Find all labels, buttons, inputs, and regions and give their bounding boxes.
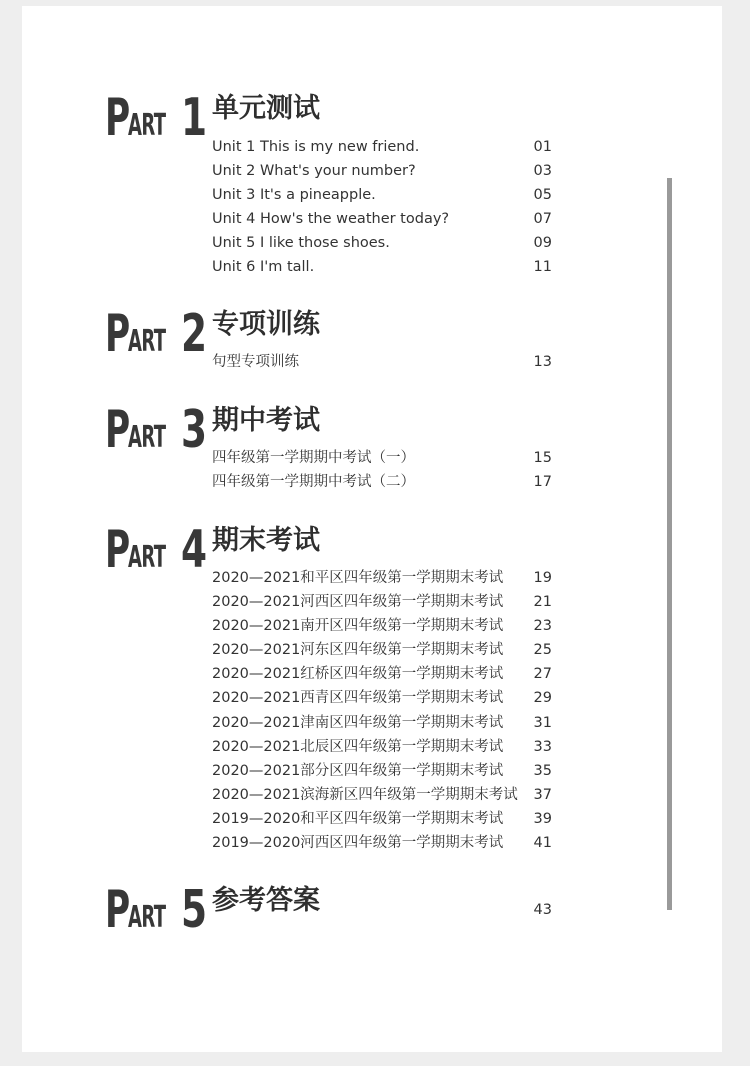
toc-entry[interactable] (212, 255, 552, 279)
toc-entry[interactable] (212, 638, 552, 662)
part-letters-art: ART (128, 108, 166, 143)
entry-page: 21 (533, 594, 552, 611)
entry-label: Unit 6 I'm tall. (212, 259, 315, 276)
entry-page: 19 (533, 570, 552, 586)
entry-label: 2019—2020河西区四年级第一学期期末考试 (212, 835, 504, 852)
entry-label: 句型专项训练 (212, 354, 299, 370)
toc-entry[interactable] (212, 183, 552, 207)
part-1-title: 单元测试 (212, 93, 320, 124)
entry-page: 25 (533, 642, 552, 659)
entry-page: 09 (533, 235, 552, 252)
entry-label: 2020—2021西青区四年级第一学期期末考试 (212, 690, 504, 707)
part-number: 2 (180, 304, 207, 364)
scrollbar[interactable] (667, 178, 672, 910)
part-number: 4 (180, 520, 207, 580)
part-letter-p: P (105, 400, 130, 460)
entry-page: 07 (533, 211, 552, 228)
part-2-label (105, 304, 217, 364)
entry-page: 29 (533, 690, 552, 707)
entry-label: 2020—2021部分区四年级第一学期期末考试 (212, 762, 504, 779)
toc-entry[interactable] (212, 831, 552, 855)
toc-entry[interactable] (212, 735, 552, 759)
part-1-entries (212, 135, 552, 280)
part-2-title: 专项训练 (212, 309, 320, 340)
entry-page: 39 (533, 810, 552, 827)
part-letter-p: P (105, 304, 130, 364)
entry-page: 13 (533, 354, 552, 370)
part-3-entries (212, 446, 552, 494)
part-5-page[interactable]: 43 (533, 902, 552, 918)
toc-entry[interactable] (212, 207, 552, 231)
entry-label: 四年级第一学期期中考试（二） (212, 474, 415, 491)
part-4-title: 期末考试 (212, 525, 320, 556)
entry-page: 03 (533, 163, 552, 180)
entry-page: 15 (533, 450, 552, 466)
part-3-label (105, 400, 217, 460)
toc-entry[interactable] (212, 350, 552, 374)
entry-label: Unit 4 How's the weather today? (212, 211, 450, 228)
entry-page: 37 (533, 786, 552, 803)
entry-page: 11 (533, 259, 552, 276)
toc-entry[interactable] (212, 614, 552, 638)
part-letter-p: P (105, 880, 130, 940)
entry-page: 27 (533, 666, 552, 683)
entry-page: 31 (533, 714, 552, 731)
entry-label: 2020—2021河西区四年级第一学期期末考试 (212, 594, 504, 611)
part-number: 5 (180, 880, 207, 940)
toc-entry[interactable] (212, 783, 552, 807)
part-letter-p: P (105, 88, 130, 148)
part-letters-art: ART (128, 420, 166, 455)
toc-entry[interactable] (212, 686, 552, 710)
entry-label: 四年级第一学期期中考试（一） (212, 450, 415, 466)
entry-label: 2020—2021津南区四年级第一学期期末考试 (212, 714, 504, 731)
entry-label: 2020—2021滨海新区四年级第一学期期末考试 (212, 786, 518, 803)
entry-label: 2020—2021河东区四年级第一学期期末考试 (212, 642, 504, 659)
entry-page: 23 (533, 618, 552, 635)
part-5-label (105, 880, 217, 940)
entry-label: Unit 3 It's a pineapple. (212, 187, 376, 204)
entry-page: 35 (533, 762, 552, 779)
entry-label: Unit 2 What's your number? (212, 163, 416, 180)
entry-label: Unit 5 I like those shoes. (212, 235, 390, 252)
toc-entry[interactable] (212, 807, 552, 831)
toc-entry[interactable] (212, 590, 552, 614)
part-4-entries (212, 566, 552, 855)
entry-label: Unit 1 This is my new friend. (212, 139, 420, 155)
toc-entry[interactable] (212, 470, 552, 494)
entry-page: 01 (533, 139, 552, 155)
part-letters-art: ART (128, 324, 166, 359)
part-letters-art: ART (128, 900, 166, 935)
entry-page: 41 (533, 835, 552, 852)
toc-entry[interactable] (212, 711, 552, 735)
part-number: 3 (180, 400, 207, 460)
entry-label: 2020—2021南开区四年级第一学期期末考试 (212, 618, 504, 635)
part-1-label (105, 88, 217, 148)
entry-page: 33 (533, 738, 552, 755)
part-letters-art: ART (128, 540, 166, 575)
part-number: 1 (180, 88, 207, 148)
toc-entry[interactable] (212, 159, 552, 183)
toc-entry[interactable] (212, 135, 552, 159)
entry-label: 2020—2021北辰区四年级第一学期期末考试 (212, 738, 504, 755)
entry-label: 2020—2021红桥区四年级第一学期期末考试 (212, 666, 504, 683)
part-4-label (105, 520, 217, 580)
toc-entry[interactable] (212, 566, 552, 590)
toc-entry[interactable] (212, 662, 552, 686)
part-letter-p: P (105, 520, 130, 580)
part-3-title: 期中考试 (212, 405, 320, 436)
entry-label: 2020—2021和平区四年级第一学期期末考试 (212, 570, 504, 586)
entry-page: 17 (533, 474, 552, 491)
toc-entry[interactable] (212, 759, 552, 783)
entry-label: 2019—2020和平区四年级第一学期期末考试 (212, 810, 504, 827)
part-5-title: 参考答案 (212, 885, 320, 916)
part-2-entries (212, 350, 552, 374)
toc-entry[interactable] (212, 446, 552, 470)
entry-page: 05 (533, 187, 552, 204)
toc-entry[interactable] (212, 231, 552, 255)
